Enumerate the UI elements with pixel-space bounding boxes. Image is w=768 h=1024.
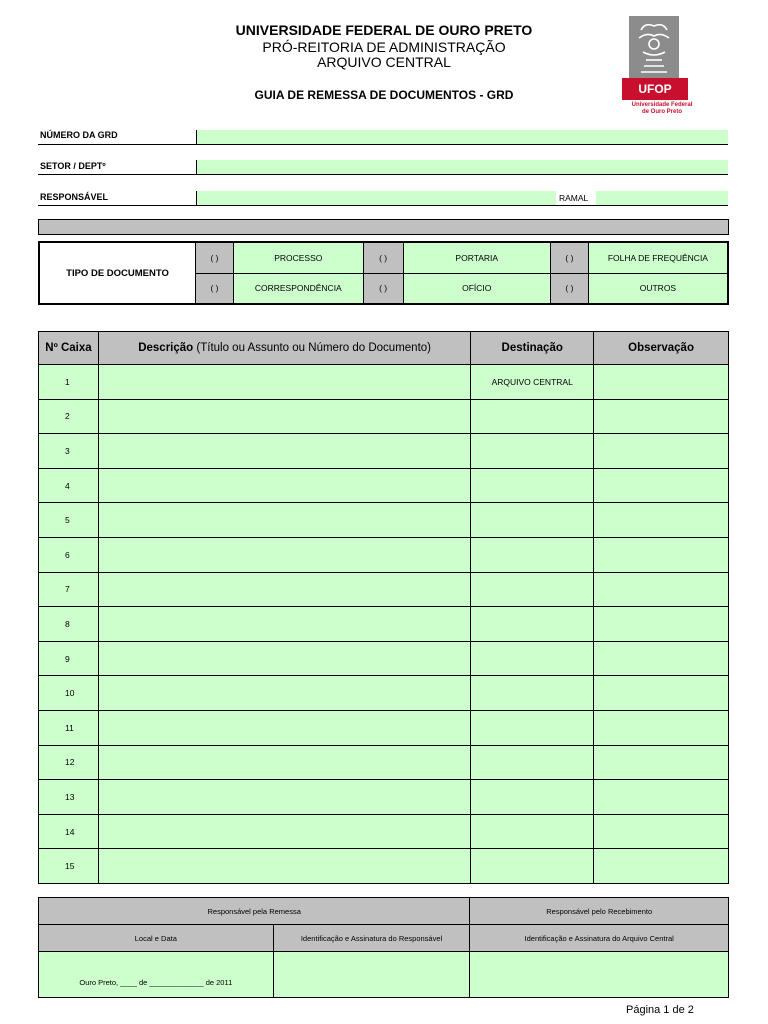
table-row [39, 607, 729, 642]
header-destination: Destinação [471, 332, 594, 365]
description-cell[interactable] [98, 745, 470, 780]
form-title: GUIA DE REMESSA DE DOCUMENTOS - GRD [254, 88, 514, 102]
table-row [39, 503, 729, 538]
option-processo: PROCESSO [233, 242, 363, 273]
option-outros: OUTROS [588, 273, 728, 304]
description-cell[interactable] [98, 365, 470, 400]
document-type-table [38, 241, 729, 305]
table-row [39, 849, 729, 884]
destination-cell[interactable] [471, 572, 594, 607]
table-row [39, 572, 729, 607]
grd-number-field[interactable] [196, 130, 728, 144]
description-cell[interactable] [98, 676, 470, 711]
table-row [39, 537, 729, 572]
option-correspondencia: CORRESPONDÊNCIA [233, 273, 363, 304]
description-cell[interactable] [98, 710, 470, 745]
box-number-cell: 1 [39, 365, 99, 400]
sender-header: Responsável pela Remessa [39, 898, 470, 925]
destination-cell[interactable] [471, 607, 594, 642]
table-row [39, 814, 729, 849]
checkbox-folha-frequencia[interactable]: ( ) [551, 242, 589, 273]
checkbox-correspondencia[interactable]: ( ) [196, 273, 234, 304]
signature-table [38, 897, 729, 998]
table-row [39, 641, 729, 676]
table-row [39, 676, 729, 711]
responsible-underline [38, 205, 728, 206]
observation-cell[interactable] [594, 434, 729, 469]
sender-signature-header: Identificação e Assinatura do Responsável [273, 925, 470, 952]
ufop-subtitle: Universidade Federal de Ouro Preto [631, 102, 693, 115]
description-cell[interactable] [98, 434, 470, 469]
description-cell[interactable] [98, 503, 470, 538]
ufop-logo [620, 16, 704, 120]
observation-cell[interactable] [594, 849, 729, 884]
place-date-field[interactable]: Ouro Preto, ____ de _____________ de 2011 [39, 952, 274, 998]
observation-cell[interactable] [594, 745, 729, 780]
destination-cell[interactable] [471, 814, 594, 849]
description-cell[interactable] [98, 641, 470, 676]
table-row [39, 468, 729, 503]
crest-icon [629, 16, 679, 80]
header-observation: Observação [594, 332, 729, 365]
destination-cell[interactable] [471, 641, 594, 676]
box-number-cell: 14 [39, 814, 99, 849]
header-description [98, 332, 470, 365]
table-row [39, 780, 729, 815]
option-oficio: OFÍCIO [403, 273, 551, 304]
checkbox-portaria[interactable]: ( ) [363, 242, 403, 273]
place-date-header: Local e Data [39, 925, 274, 952]
description-cell[interactable] [98, 607, 470, 642]
university-name: UNIVERSIDADE FEDERAL DE OURO PRETO [235, 22, 533, 38]
table-row [39, 399, 729, 434]
box-number-cell: 9 [39, 641, 99, 676]
description-cell[interactable] [98, 849, 470, 884]
destination-cell[interactable] [471, 468, 594, 503]
description-cell[interactable] [98, 780, 470, 815]
box-number-cell: 2 [39, 399, 99, 434]
extension-field[interactable] [596, 191, 728, 205]
observation-cell[interactable] [594, 676, 729, 711]
responsible-label: RESPONSÁVEL [40, 192, 109, 202]
table-row [39, 365, 729, 400]
observation-cell[interactable] [594, 780, 729, 815]
box-number-cell: 10 [39, 676, 99, 711]
page-number: Página 1 de 2 [626, 1004, 694, 1016]
destination-cell[interactable] [471, 710, 594, 745]
destination-cell[interactable] [471, 503, 594, 538]
checkbox-outros[interactable]: ( ) [551, 273, 589, 304]
observation-cell[interactable] [594, 710, 729, 745]
description-cell[interactable] [98, 399, 470, 434]
box-number-cell: 12 [39, 745, 99, 780]
sector-underline [38, 174, 728, 175]
observation-cell[interactable] [594, 641, 729, 676]
extension-label: RAMAL [559, 193, 589, 203]
option-folha-frequencia: FOLHA DE FREQUÊNCIA [588, 242, 728, 273]
destination-cell[interactable] [471, 745, 594, 780]
observation-cell[interactable] [594, 607, 729, 642]
box-number-cell: 13 [39, 780, 99, 815]
receiver-header: Responsável pelo Recebimento [470, 898, 729, 925]
archive-name: ARQUIVO CENTRAL [317, 54, 451, 70]
box-number-cell: 6 [39, 537, 99, 572]
archive-signature-field[interactable] [470, 952, 729, 998]
sector-field[interactable] [196, 160, 728, 174]
option-portaria: PORTARIA [403, 242, 551, 273]
sector-label: SETOR / DEPTº [40, 161, 106, 171]
observation-cell[interactable] [594, 468, 729, 503]
box-number-cell: 11 [39, 710, 99, 745]
destination-cell[interactable] [471, 780, 594, 815]
table-row [39, 434, 729, 469]
destination-cell[interactable] [471, 849, 594, 884]
box-number-cell: 4 [39, 468, 99, 503]
observation-cell[interactable] [594, 365, 729, 400]
observation-cell[interactable] [594, 503, 729, 538]
archive-signature-header: Identificação e Assinatura do Arquivo Central [470, 925, 729, 952]
destination-cell[interactable]: ARQUIVO CENTRAL [471, 365, 594, 400]
observation-cell[interactable] [594, 537, 729, 572]
header-description-title: Descrição [138, 342, 194, 354]
description-cell[interactable] [98, 814, 470, 849]
description-cell[interactable] [98, 572, 470, 607]
box-number-cell: 15 [39, 849, 99, 884]
box-number-cell: 7 [39, 572, 99, 607]
observation-cell[interactable] [594, 399, 729, 434]
documents-table [38, 331, 729, 884]
checkbox-oficio[interactable]: ( ) [363, 273, 403, 304]
document-type-label: TIPO DE DOCUMENTO [39, 242, 196, 304]
header-box-number: Nº Caixa [39, 332, 99, 365]
destination-cell[interactable] [471, 434, 594, 469]
separator-bar [38, 219, 729, 235]
table-row [39, 745, 729, 780]
sender-signature-field[interactable] [273, 952, 470, 998]
destination-cell[interactable] [471, 676, 594, 711]
grd-number-underline [38, 144, 728, 145]
destination-cell[interactable] [471, 537, 594, 572]
observation-cell[interactable] [594, 572, 729, 607]
table-row [39, 710, 729, 745]
box-number-cell: 8 [39, 607, 99, 642]
ufop-acronym: UFOP [622, 78, 688, 100]
pro-reitoria: PRÓ-REITORIA DE ADMINISTRAÇÃO [262, 39, 506, 55]
box-number-cell: 3 [39, 434, 99, 469]
grd-number-label: NÚMERO DA GRD [40, 130, 118, 140]
destination-cell[interactable] [471, 399, 594, 434]
description-cell[interactable] [98, 468, 470, 503]
responsible-field[interactable] [196, 191, 556, 205]
box-number-cell: 5 [39, 503, 99, 538]
observation-cell[interactable] [594, 814, 729, 849]
checkbox-processo[interactable]: ( ) [196, 242, 234, 273]
header-description-hint: (Título ou Assunto ou Número do Documento) [196, 342, 431, 354]
description-cell[interactable] [98, 537, 470, 572]
